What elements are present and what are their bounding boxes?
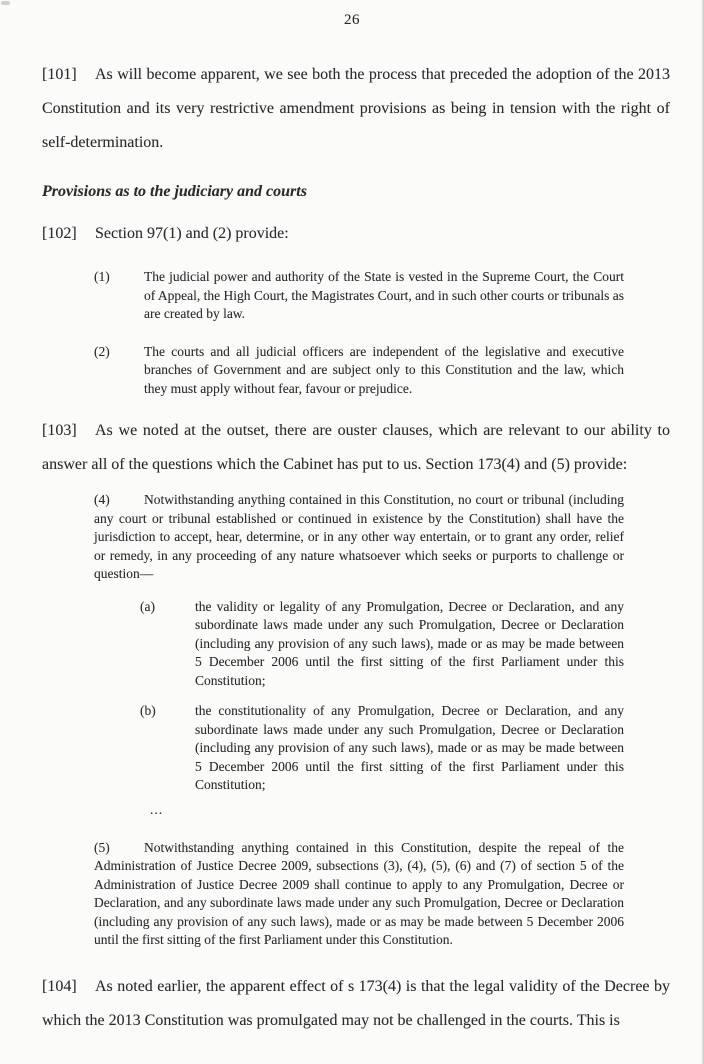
quote-section173-5-text: Notwithstanding anything contained in this Constitution, despite the repeal of the Administration of Justice Decree 2009, subsections (3), (4), (5), (6) and (7) of section 5 of the Administration of Justice Decree 2009 shall continue to apply to any Promulgation, Decree or Declaration, and any subordinate laws made under any such Promulgation, Decree or Declaration (including any provision of any such laws), made or as may be made between 5 December 2006 until the first sitting of the first Parliament under this Constitution. [94,839,624,947]
quote-section173-4-number: (4) [94,492,110,507]
quote-section97-1-text: The judicial power and authority of the State is vested in the Supreme Court, the Court of Appeal, the High Court, the Magistrates Court, and in such other courts or tribunals as are created by law. [144,269,624,321]
paragraph-102-number: [102] [42,225,77,242]
paragraph-101 [42,58,670,160]
paragraph-103-number: [103] [42,422,77,439]
paragraph-104-number: [104] [42,977,77,995]
quote-clause-a-text: the validity or legality of any Promulgation, Decree or Declaration, and any subordinate laws made under any such Promulgation, Decree or Declaration (including any provision of any such laws), made or as may be made between 5 December 2006 until the first sitting of the first Parliament under this Constitution; [195,598,624,688]
quote-section173-5-number: (5) [94,839,110,855]
quote-clause-a-label: (a) [140,598,155,614]
quote-section97-1 [94,268,624,324]
paragraph-104-text: As noted earlier, the apparent effect of s 173(4) is that the legal validity of the Decree by which the 2013 Constitution was promulgated may not be challenged in the courts. This is [42,977,670,1029]
section-heading-judiciary: Provisions as to the judiciary and courts [42,183,307,200]
quote-section173-4-text: Notwithstanding anything contained in this Constitution, no court or tribunal (including any court or tribunal established or continued in existence by the Constitution) shall have the jurisdiction to accept, hear, determine, or in any other way entertain, or to grant any order, relief or remedy, in any proceeding of any nature whatsoever which seeks or purports to challenge or question— [94,492,624,581]
quote-section97-2 [94,343,624,399]
omission-ellipsis: ... [150,801,164,817]
quote-section97-2-number: (2) [94,343,110,359]
quote-section97-1-number: (1) [94,269,110,284]
scan-smudge-mark [1,1,10,5]
paragraph-102 [42,224,670,244]
paragraph-103 [42,414,670,482]
quote-clause-b-text: the constitutionality of any Promulgation, Decree or Declaration, and any subordinate laws made under any such Promulgation, Decree or Declaration (including any provision of any such laws), made or as may be made between 5 December 2006 until the first sitting of the first Parliament under this Constitution; [195,703,624,792]
quote-clause-a [140,598,624,691]
quote-section173-4 [94,491,624,584]
paragraph-102-text: Section 97(1) and (2) provide: [95,225,289,242]
quote-clause-b [140,702,624,795]
paragraph-101-text: As will become apparent, we see both the process that preceded the adoption of the 2013 Constitution and its very restrictive amendment provisions as being in tension with the right of self-determination. [42,66,670,151]
paragraph-101-number: [101] [42,66,77,83]
paragraph-103-text: As we noted at the outset, there are ouster clauses, which are relevant to our ability to answer all of the questions which the Cabinet has put to us. Section 173(4) and (5) provide: [42,422,670,473]
page-number: 26 [344,12,360,28]
quote-section97-2-text: The courts and all judicial officers are independent of the legislative and executive branches of Government and are subject only to this Constitution and the law, which they must apply without fear, favour or prejudice. [144,343,624,396]
paragraph-104 [42,970,670,1038]
quote-section173-5 [94,839,624,950]
quote-clause-b-label: (b) [140,703,156,718]
